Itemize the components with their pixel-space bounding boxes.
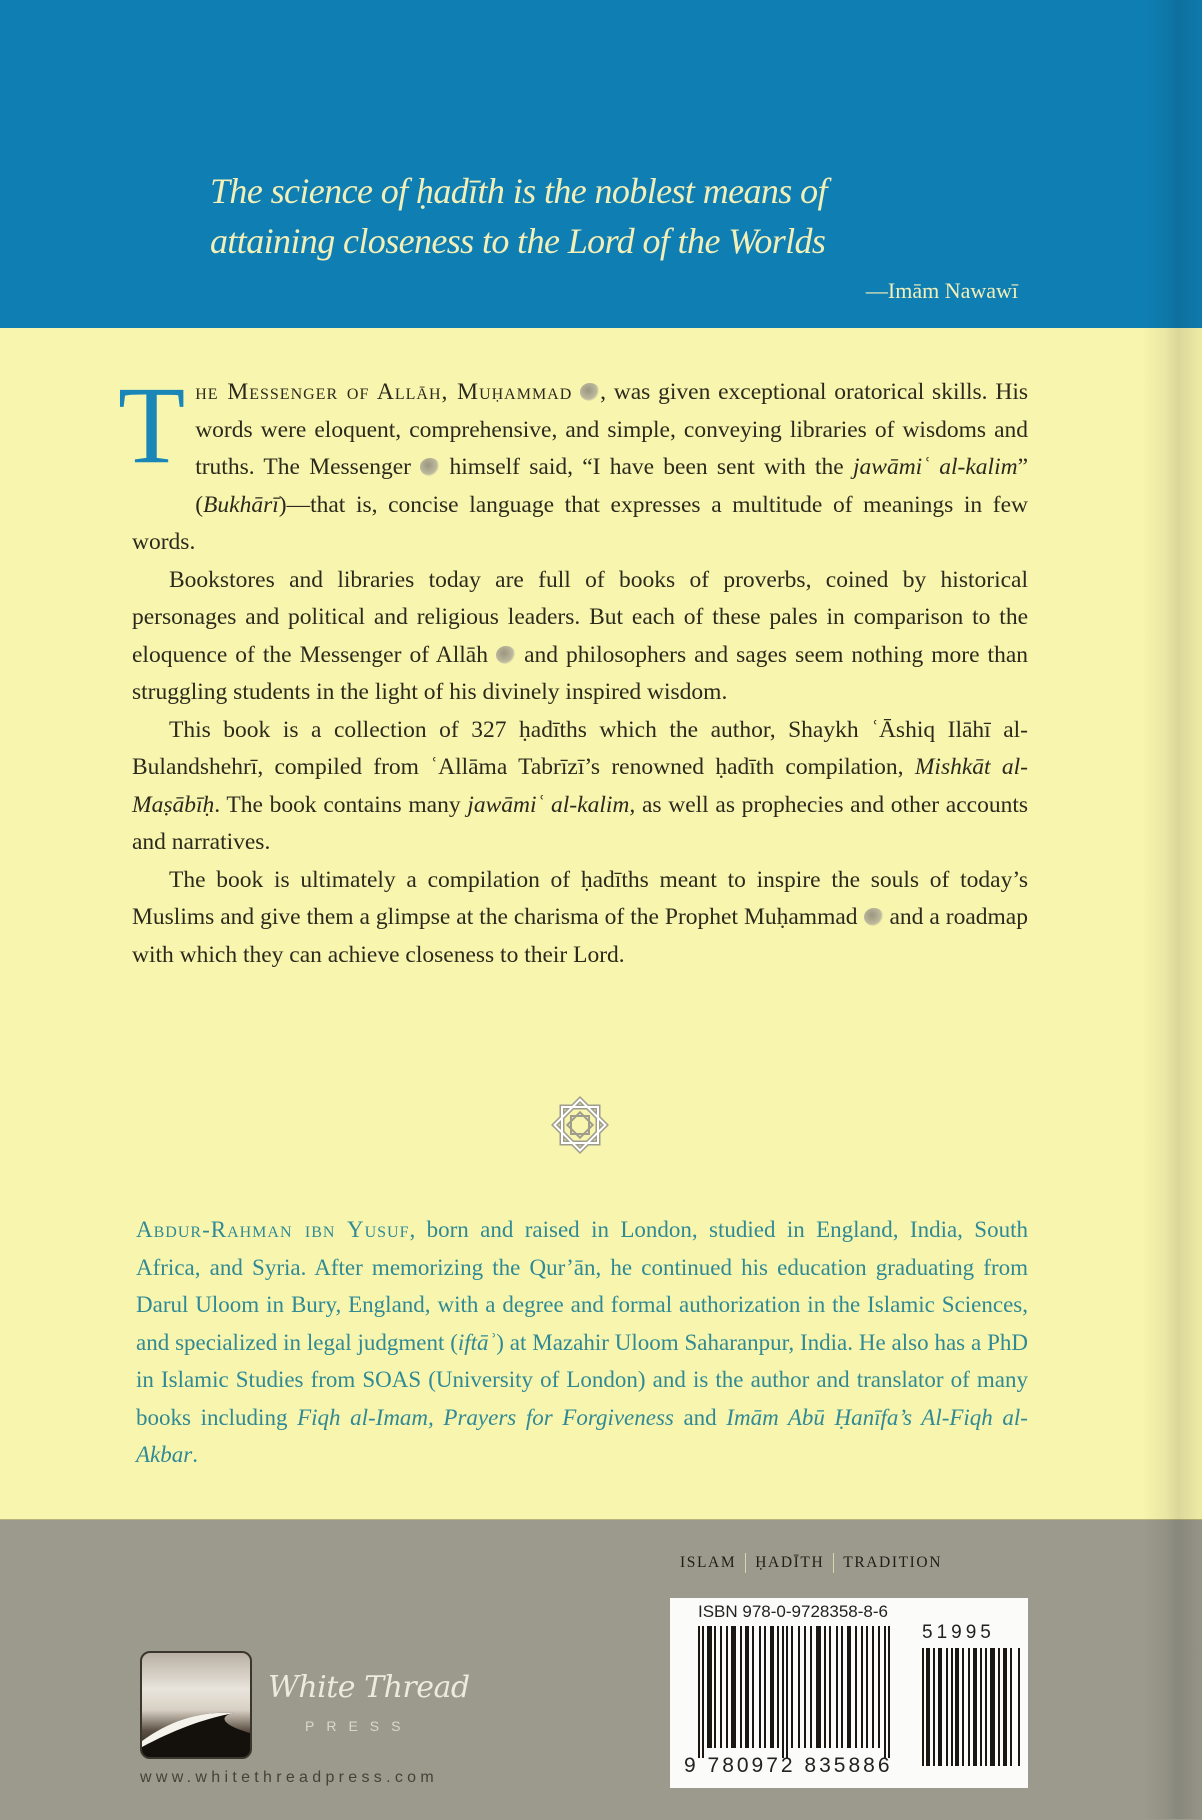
salutation-glyph-icon [864,908,884,926]
salutation-glyph-icon [420,458,440,476]
quote-line-1: The science of ḥadīth is the noblest means of [210,171,827,211]
category-label: TRADITION [843,1554,943,1571]
publisher-subtitle: PRESS [305,1718,413,1734]
author-name: Abdur-Rahman ibn Yusuf [136,1217,410,1242]
drop-cap: T [118,364,186,486]
eight-point-star-icon [545,1090,615,1160]
description-paragraph-4: The book is ultimately a compilation of ḥadīths meant to inspire the souls of today’s Muslims and give them a glimpse at the charisma of the Prophet Muḥammad and a roadmap with which they can achieve closeness to their Lord. [132,866,1028,968]
lead-in-smallcaps: he Messenger of Allāh, Muḥammad [195,379,573,405]
category-label: ISLAM [680,1554,737,1571]
description-paragraph-2: Bookstores and libraries today are full of books of proverbs, coined by historical personages and political and religious leaders. But each of these pales in comparison to the eloquence of the Messenger of Allāh and philosophers and sages seem nothing more than struggling students in the light of his divinely inspired wisdom. [132,566,1029,705]
isbn-label: ISBN 978-0-9728358-8-6 [698,1602,888,1621]
barcode-bars-icon [698,1626,906,1758]
category-label: ḤADĪTH [755,1554,825,1571]
barcode-addon-bars-icon [922,1648,1024,1766]
epigraph-quote [210,166,1030,266]
subject-categories [680,1553,942,1573]
quote-line-2: attaining closeness to the Lord of the Worlds [210,221,826,261]
top-color-band [0,0,1202,328]
category-divider [745,1553,746,1573]
category-divider [833,1553,834,1573]
description-paragraph-1: The Messenger of Allāh, Muḥammad , was given exceptional oratorical skills. His words were eloquent, comprehensive, and simple, conveying libraries of wisdoms and truths. The Messenger himself said, “I have been sent with the jawāmiʿ al-kalim” (Bukhārī)—that is, concise language that expresses a multitude of meanings in few words. [118,364,1029,555]
ean-digits: 9 780972 835886 [684,1754,893,1777]
salutation-glyph-icon [496,646,516,664]
book-description [118,364,1029,974]
publisher-name: White Thread [268,1670,470,1705]
publisher-logo-icon [140,1651,252,1759]
author-biography: Abdur-Rahman ibn Yusuf, born and raised in London, studied in England, India, South Africa, and Syria. After memorizing the Qur’ān, he continued his education graduating from Darul Uloom in Bury, England, with a degree and formal authorization in the Islamic Sciences, and specialized in legal judgment (iftāʾ) at Mazahir Uloom Saharanpur, India. He also has a PhD in Islamic Studies from SOAS (University of London) and is the author and translator of many books including Fiqh al-Imam, Prayers for Forgiveness and Imām Abū Ḥanīfa’s Al-Fiqh al-Akbar. [136,1217,1028,1467]
quote-attribution: —Imām Nawawī [865,278,1018,303]
salutation-glyph-icon [580,383,600,401]
price-code: 51995 [922,1622,995,1643]
description-paragraph-3: This book is a collection of 327 ḥadīths which the author, Shaykh ʿĀshiq Ilāhī al-Bulandshehrī, compiled from ʿAllāma Tabrīzī’s renowned ḥadīth compilation, Mishkāt al-Maṣābīḥ. The book contains many jawāmiʿ al-kalim, as well as prophecies and other accounts and narratives. [132,716,1029,855]
isbn-barcode [670,1598,1028,1788]
publisher-url[interactable]: www.whitethreadpress.com [140,1769,438,1786]
